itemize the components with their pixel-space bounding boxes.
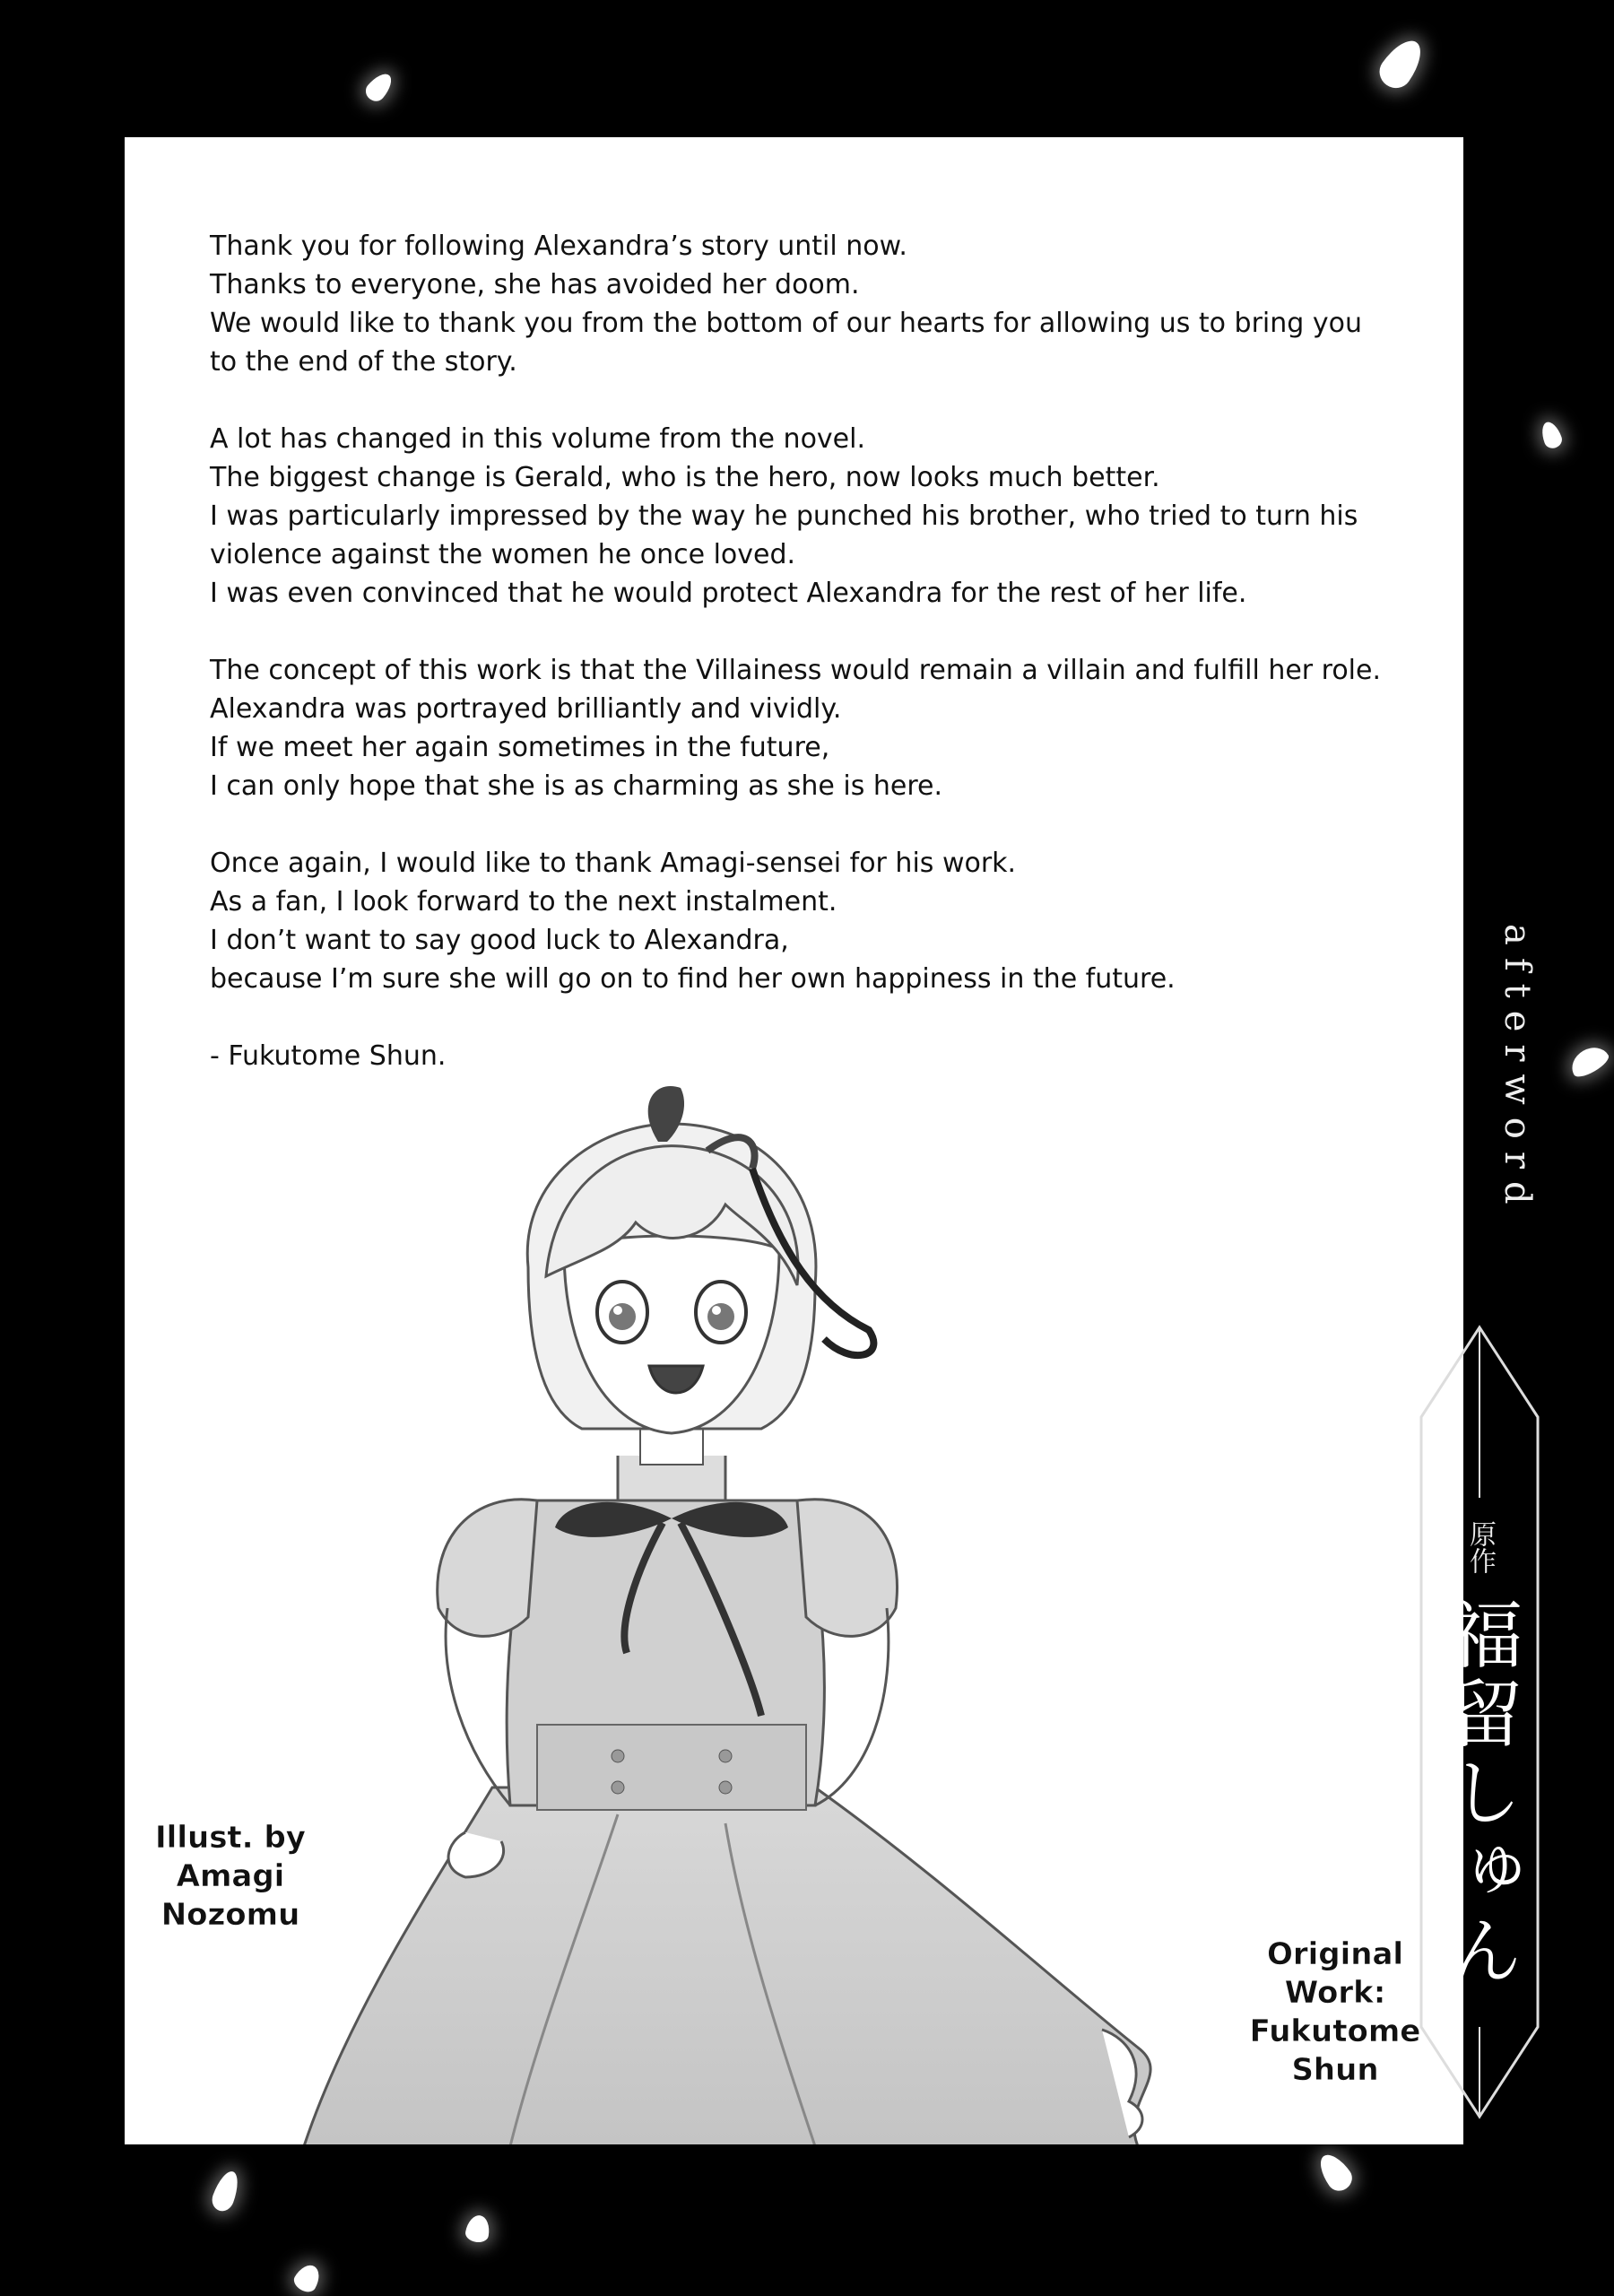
letter-signature: - Fukutome Shun. — [210, 1040, 447, 1072]
petal-decoration — [209, 2168, 243, 2213]
letter-line: to the end of the story. — [210, 346, 517, 378]
credit-line: Amagi — [176, 1858, 285, 1894]
letter-line: If we meet her again sometimes in the future, — [210, 732, 830, 763]
letter-line: Alexandra was portrayed brilliantly and vividly. — [210, 693, 842, 725]
letter-line: Thank you for following Alexandra’s story until now. — [210, 230, 907, 262]
letter-paragraph — [210, 420, 1447, 613]
petal-decoration — [1314, 2149, 1357, 2196]
petal-decoration — [464, 2213, 492, 2244]
letter-line: As a fan, I look forward to the next instalment. — [210, 886, 837, 918]
credit-line: Fukutome — [1249, 2013, 1421, 2049]
letter-line: Once again, I would like to thank Amagi-sensei for his work. — [210, 848, 1017, 879]
afterword-panel — [125, 137, 1463, 2144]
afterword-label: afterword — [1497, 924, 1538, 1217]
original-work-credit — [1232, 1935, 1438, 2090]
credit-line: Original — [1266, 1936, 1404, 1972]
letter-line: We would like to thank you from the bottom of our hearts for allowing us to bring you — [210, 308, 1362, 339]
petal-decoration — [1538, 419, 1564, 450]
petal-decoration — [362, 69, 397, 105]
letter-paragraph — [210, 651, 1447, 805]
letter-line: because I’m sure she will go on to find her own happiness in the future. — [210, 963, 1176, 995]
author-name-japanese: 福留しゅん — [1437, 1596, 1523, 1991]
letter-line: I don’t want to say good luck to Alexandra, — [210, 925, 789, 956]
letter-line: I can only hope that she is as charming as she is here. — [210, 770, 943, 802]
credit-line: Illust. by — [155, 1820, 306, 1856]
letter-line: I was particularly impressed by the way he punched his brother, who tried to turn his — [210, 500, 1358, 532]
letter-line: I was even convinced that he would protect Alexandra for the rest of her life. — [210, 578, 1247, 609]
credit-line: Shun — [1291, 2052, 1379, 2088]
letter-line: The biggest change is Gerald, who is the hero, now looks much better. — [210, 462, 1160, 493]
credit-line: Nozomu — [161, 1897, 300, 1933]
original-work-label: 原作 — [1464, 1520, 1496, 1574]
petal-decoration — [291, 2261, 325, 2296]
letter-paragraph — [210, 844, 1447, 998]
author-name-plate — [1412, 1318, 1547, 2126]
illustrator-credit — [141, 1819, 320, 1935]
petal-decoration — [1374, 33, 1430, 94]
credit-line: Work: — [1284, 1975, 1386, 2011]
letter-line: A lot has changed in this volume from the novel. — [210, 423, 866, 455]
letter-line: violence against the women he once loved. — [210, 539, 796, 570]
afterword-letter — [210, 227, 1447, 1075]
letter-line: The concept of this work is that the Villainess would remain a villain and fulfill her role. — [210, 655, 1382, 686]
letter-paragraph — [210, 227, 1447, 381]
letter-line: Thanks to everyone, she has avoided her doom. — [210, 269, 860, 300]
petal-decoration — [1566, 1041, 1611, 1082]
character-illustration — [241, 1070, 1210, 2144]
